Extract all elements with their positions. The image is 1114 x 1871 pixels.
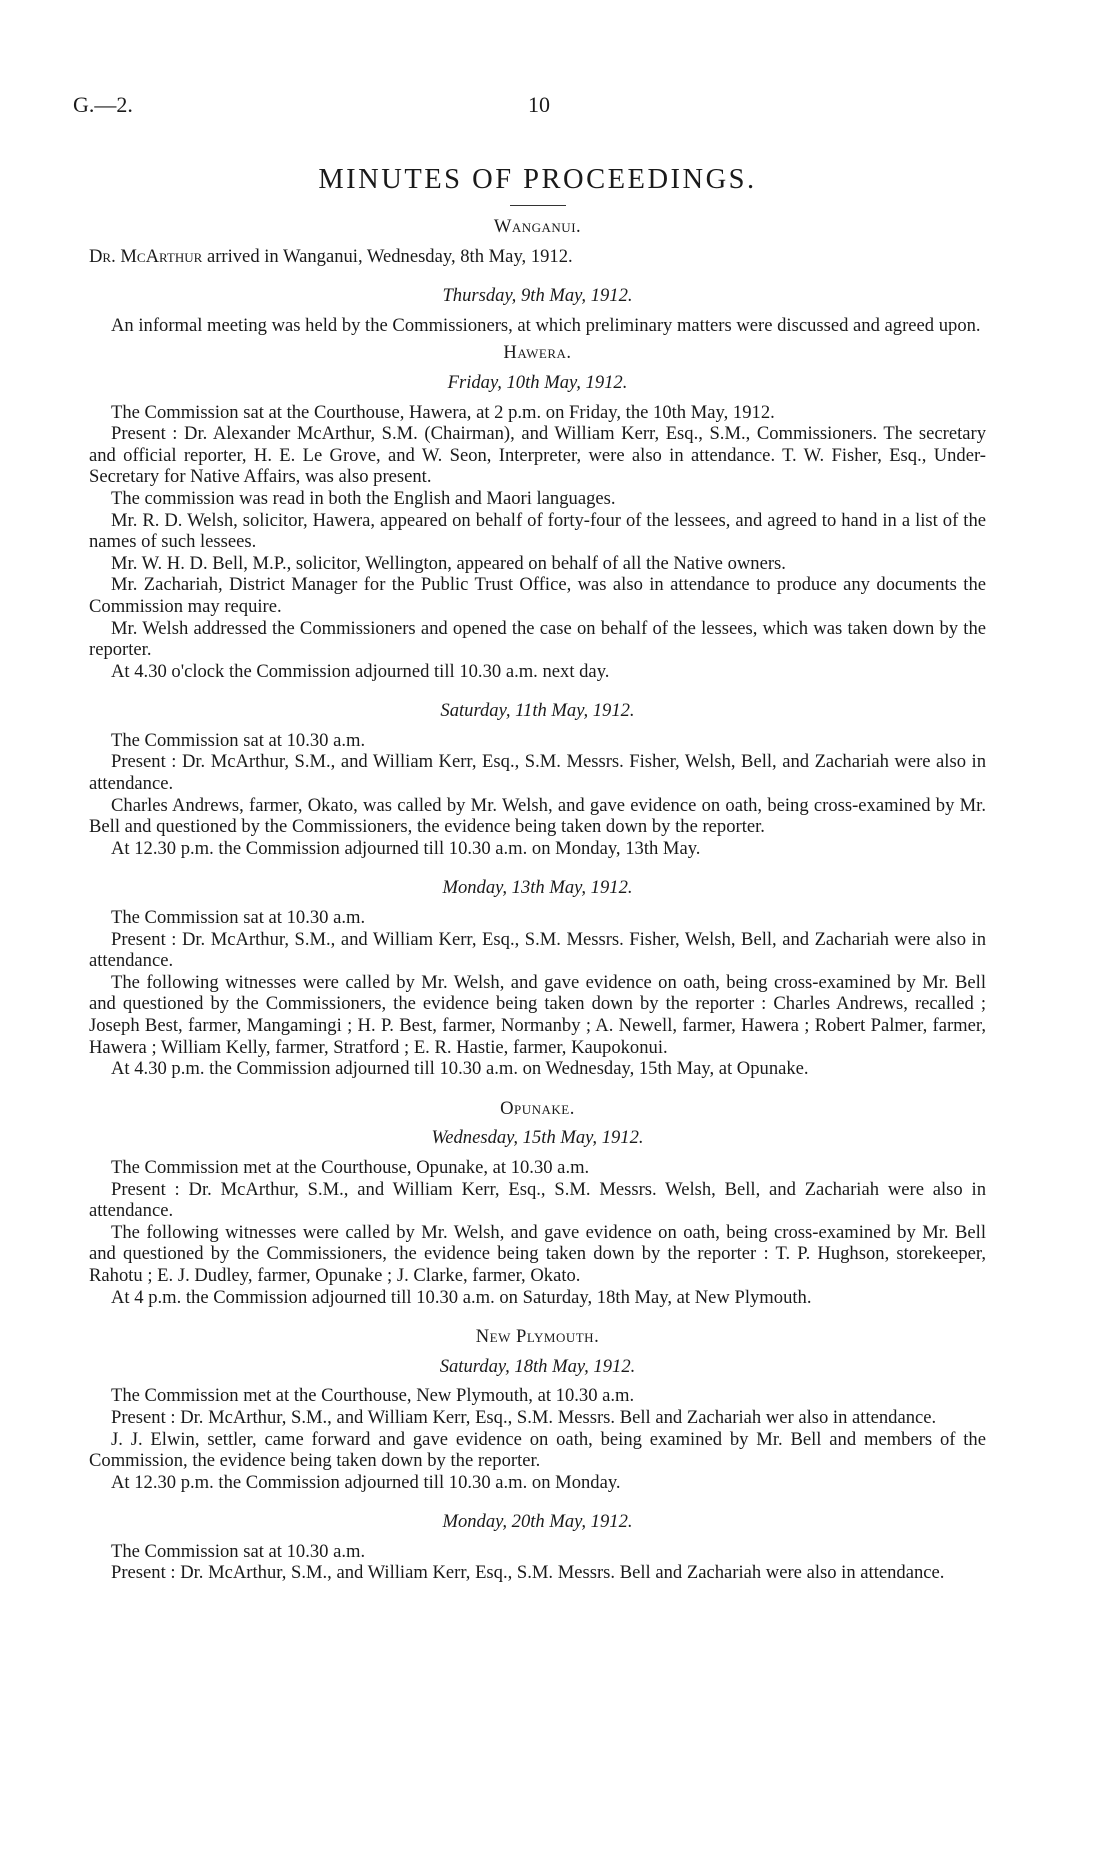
section-wanganui bbox=[89, 216, 986, 336]
place-heading: New Plymouth. bbox=[475, 1326, 600, 1348]
section-hawera bbox=[89, 342, 986, 1079]
arrival-name: Dr. McArthur bbox=[89, 245, 203, 267]
paragraph: The Commission sat at 10.30 a.m. bbox=[111, 1540, 366, 1562]
paragraph: Mr. Zachariah, District Manager for the Public Trust Office, was also in attendance to produce any documents the Commission may require. bbox=[89, 574, 986, 617]
paragraph: The Commission met at the Courthouse, Opunake, at 10.30 a.m. bbox=[111, 1156, 590, 1178]
paragraph: Present : Dr. McArthur, S.M., and William Kerr, Esq., S.M. Messrs. Bell and Zachariah were also in attendance. bbox=[111, 1562, 945, 1584]
paragraph: Mr. R. D. Welsh, solicitor, Hawera, appeared on behalf of forty-four of the lessees, and agreed to hand in a list of the names of such lessees. bbox=[89, 509, 986, 553]
arrival-paragraph bbox=[89, 246, 986, 268]
paragraph: The Commission sat at the Courthouse, Hawera, at 2 p.m. on Friday, the 10th May, 1912. bbox=[111, 401, 775, 423]
paragraph: Present : Dr. McArthur, S.M., and William Kerr, Esq., S.M. Messrs. Bell and Zachariah wer also in attendance. bbox=[111, 1406, 937, 1428]
paragraph: Charles Andrews, farmer, Okato, was called by Mr. Welsh, and gave evidence on oath, being cross-examined by Mr. Bell and questioned by the Commissioners, the evidence being taken down by the reporter. bbox=[89, 794, 986, 838]
paragraph: The following witnesses were called by Mr. Welsh, and gave evidence on oath, being cross-examined by Mr. Bell and questioned by the Commissioners, the evidence being taken down by the reporter : Charles Andrews, recalled ; Joseph Best, farmer, Mangamingi ; H. P. Best, farmer, Normanby ; A. Newell, farmer, Hawera ; Robert Palmer, farmer, Hawera ; William Kelly, farmer, Stratford ; E. R. Hastie, farmer, Kaupokonui. bbox=[89, 971, 986, 1058]
paragraph: Present : Dr. McArthur, S.M., and William Kerr, Esq., S.M. Messrs. Welsh, Bell, and Zachariah were also in attendance. bbox=[89, 1178, 986, 1222]
document-reference: G.—2. bbox=[73, 92, 133, 117]
section-opunake bbox=[89, 1098, 986, 1308]
date-heading: Monday, 20th May, 1912. bbox=[442, 1511, 633, 1533]
page-title: MINUTES OF PROCEEDINGS. bbox=[318, 164, 757, 195]
section-new-plymouth bbox=[89, 1326, 986, 1584]
paragraph: Mr. W. H. D. Bell, M.P., solicitor, Wellington, appeared on behalf of all the Native owners. bbox=[111, 552, 786, 574]
place-heading: Wanganui. bbox=[493, 216, 582, 237]
page-body bbox=[89, 163, 986, 1584]
place-heading: Opunake. bbox=[500, 1097, 575, 1119]
paragraph: Present : Dr. McArthur, S.M., and William Kerr, Esq., S.M. Messrs. Fisher, Welsh, Bell, and Zachariah were also in attendance. bbox=[89, 928, 986, 972]
paragraph: J. J. Elwin, settler, came forward and gave evidence on oath, being examined by Mr. Bell and members of the Commission, the evidence being taken down by the reporter. bbox=[89, 1428, 986, 1472]
arrival-text: arrived in Wanganui, Wednesday, 8th May, 1912. bbox=[202, 245, 573, 267]
paragraph: The Commission sat at 10.30 a.m. bbox=[111, 729, 366, 751]
date-heading: Monday, 13th May, 1912. bbox=[442, 877, 633, 899]
paragraph: The Commission met at the Courthouse, New Plymouth, at 10.30 a.m. bbox=[111, 1385, 635, 1407]
paragraph: Present : Dr. Alexander McArthur, S.M. (Chairman), and William Kerr, Esq., S.M., Commissioners. The secretary and official reporter, H. E. Le Grove, and W. Seon, Interpreter, were also in attendance. T. W. Fisher, Esq., Under-Secretary for Native Affairs, was also present. bbox=[89, 423, 986, 488]
paragraph: At 4 p.m. the Commission adjourned till 10.30 a.m. on Saturday, 18th May, at New Plymouth. bbox=[111, 1286, 812, 1308]
date-heading: Thursday, 9th May, 1912. bbox=[442, 285, 633, 307]
date-heading: Friday, 10th May, 1912. bbox=[447, 371, 628, 393]
paragraph: At 4.30 o'clock the Commission adjourned till 10.30 a.m. next day. bbox=[111, 660, 610, 682]
paragraph: Mr. Welsh addressed the Commissioners and opened the case on behalf of the lessees, which was taken down by the reporter. bbox=[89, 617, 986, 661]
page-number: 10 bbox=[528, 92, 550, 117]
paragraph: At 12.30 p.m. the Commission adjourned till 10.30 a.m. on Monday. bbox=[111, 1471, 621, 1493]
paragraph: The following witnesses were called by Mr. Welsh, and gave evidence on oath, being cross-examined by Mr. Bell and questioned by the Commissioners, the evidence being taken down by the reporter : T. P. Hughson, storekeeper, Rahotu ; E. J. Dudley, farmer, Opunake ; J. Clarke, farmer, Okato. bbox=[89, 1221, 986, 1286]
title-rule bbox=[510, 205, 566, 206]
date-heading: Saturday, 11th May, 1912. bbox=[440, 700, 635, 722]
paragraph: The commission was read in both the English and Maori languages. bbox=[111, 487, 616, 509]
paragraph: Present : Dr. McArthur, S.M., and William Kerr, Esq., S.M. Messrs. Fisher, Welsh, Bell, and Zachariah were also in attendance. bbox=[89, 751, 986, 795]
paragraph: At 4.30 p.m. the Commission adjourned till 10.30 a.m. on Wednesday, 15th May, at Opunake. bbox=[111, 1058, 809, 1080]
paragraph: At 12.30 p.m. the Commission adjourned till 10.30 a.m. on Monday, 13th May. bbox=[111, 837, 701, 859]
paragraph: The Commission sat at 10.30 a.m. bbox=[111, 907, 366, 929]
date-heading: Wednesday, 15th May, 1912. bbox=[431, 1127, 644, 1149]
paragraph: An informal meeting was held by the Commissioners, at which preliminary matters were discussed and agreed upon. bbox=[111, 314, 981, 336]
date-heading: Saturday, 18th May, 1912. bbox=[439, 1355, 636, 1377]
place-heading: Hawera. bbox=[503, 342, 572, 364]
